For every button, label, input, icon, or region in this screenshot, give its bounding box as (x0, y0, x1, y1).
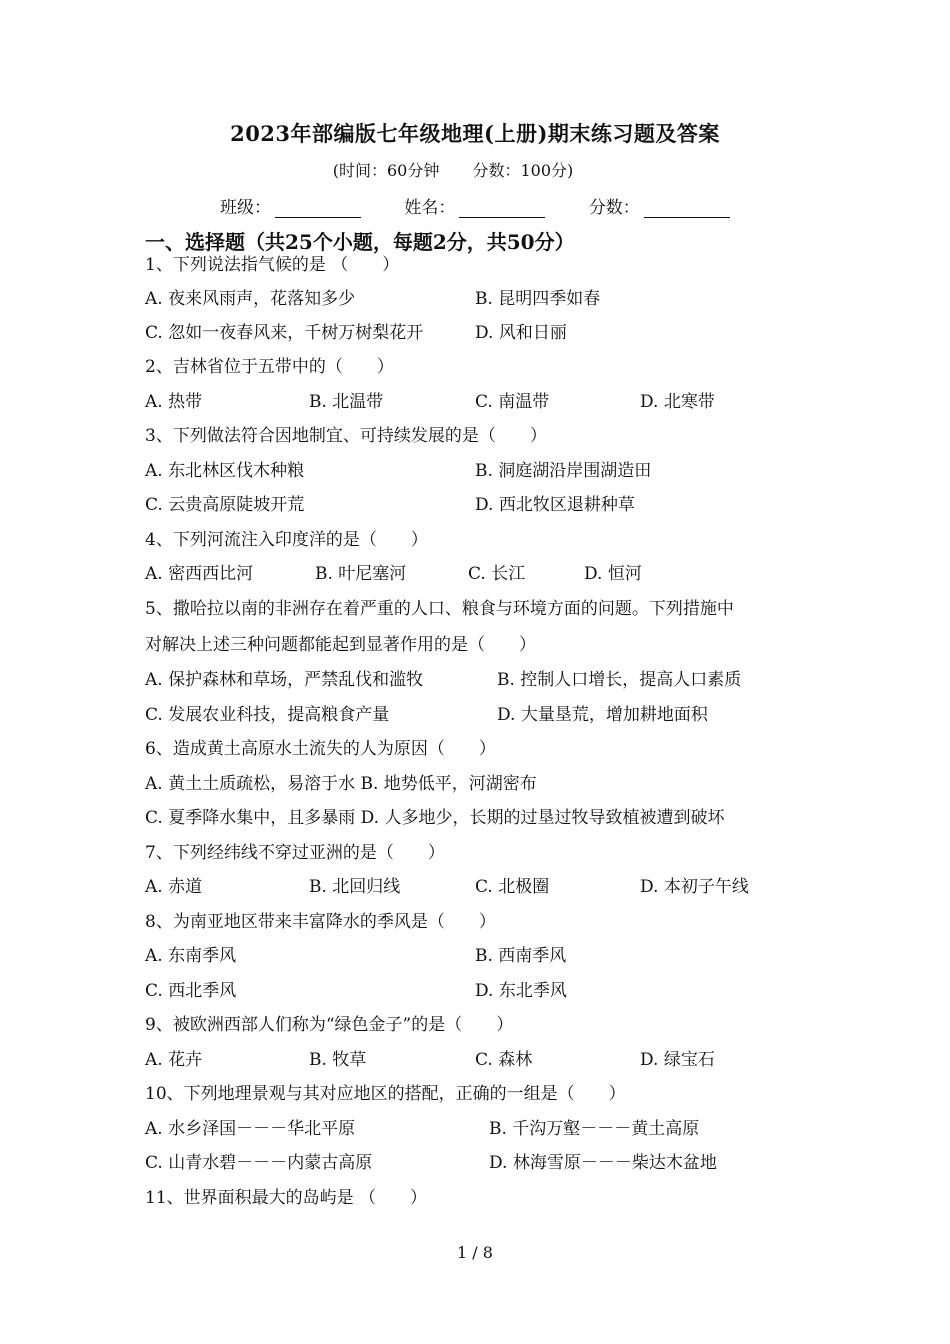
option-row (145, 322, 845, 344)
option: A. 赤道 (145, 877, 203, 897)
option: C. 南温带 (475, 392, 550, 412)
question-stem: 5、撒哈拉以南的非洲存在着严重的人口、粮食与环境方面的问题。下列措施中 (145, 599, 734, 619)
option: D. 林海雪原－－－柴达木盆地 (489, 1153, 717, 1173)
question-stem: 6、造成黄土高原水土流失的人为原因（ ） (145, 739, 496, 759)
option: D. 东北季风 (475, 981, 567, 1001)
option: D. 本初子午线 (640, 877, 749, 897)
exam-meta (0, 158, 906, 181)
option: C. 山青水碧－－－内蒙古高原 (145, 1153, 373, 1173)
option: A. 密西西比河 (145, 564, 254, 584)
name-label: 姓名： (404, 198, 456, 218)
option: D. 大量垦荒，增加耕地面积 (497, 705, 708, 725)
option: D. 风和日丽 (475, 323, 567, 343)
option-row (145, 288, 845, 310)
option-row (145, 494, 845, 516)
option-row: C. 夏季降水集中，且多暴雨 D. 人多地少，长期的过垦过牧导致植被遭到破坏 (145, 808, 725, 828)
option: D. 北寒带 (640, 392, 715, 412)
option: A. 水乡泽国－－－华北平原 (145, 1119, 356, 1139)
question-stem: 9、被欧洲西部人们称为“绿色金子”的是（ ） (145, 1015, 514, 1035)
option: C. 北极圈 (475, 877, 550, 897)
option: B. 北温带 (309, 392, 384, 412)
option-row (145, 1152, 845, 1174)
option: B. 昆明四季如春 (475, 289, 601, 309)
option: B. 牧草 (309, 1050, 367, 1070)
class-label: 班级： (220, 198, 271, 218)
question-stem-continued: 对解决上述三种问题都能起到显著作用的是（ ） (145, 635, 536, 655)
page-number: 1 / 8 (457, 1243, 493, 1262)
student-info (220, 193, 768, 218)
option: C. 森林 (475, 1050, 533, 1070)
option-row (145, 391, 845, 413)
score-label: 分数： (588, 198, 640, 218)
section-heading: 一、选择题（共25个小题，每题2分，共50分） (145, 230, 575, 254)
total-score: 分数：100分) (472, 161, 574, 180)
option-row (145, 980, 845, 1002)
option: B. 控制人口增长，提高人口素质 (497, 670, 742, 690)
option: A. 热带 (145, 392, 203, 412)
option: A. 花卉 (145, 1050, 203, 1070)
option: C. 发展农业科技，提高粮食产量 (145, 705, 390, 725)
score-blank (644, 199, 730, 218)
page-title: 2023年部编版七年级地理(上册)期末练习题及答案 (230, 121, 720, 146)
option: B. 洞庭湖沿岸围湖造田 (475, 461, 652, 481)
option-row: A. 黄土土质疏松，易溶于水 B. 地势低平，河湖密布 (145, 774, 537, 794)
option: C. 长江 (468, 564, 526, 584)
option-row (145, 945, 845, 967)
option-row (145, 669, 845, 691)
option: A. 夜来风雨声，花落知多少 (145, 289, 356, 309)
option: A. 东北林区伐木种粮 (145, 461, 305, 481)
class-blank (275, 199, 361, 218)
option: D. 绿宝石 (640, 1050, 715, 1070)
option-row (145, 1049, 845, 1071)
option: C. 西北季风 (145, 981, 237, 1001)
option: B. 西南季风 (475, 946, 567, 966)
option: B. 北回归线 (309, 877, 401, 897)
option: C. 忽如一夜春风来，千树万树梨花开 (145, 323, 424, 343)
option: A. 保护森林和草场，严禁乱伐和滥牧 (145, 670, 424, 690)
option: A. 东南季风 (145, 946, 237, 966)
option-row (145, 460, 845, 482)
question-stem: 1、下列说法指气候的是 （ ） (145, 255, 400, 275)
question-stem: 8、为南亚地区带来丰富降水的季风是（ ） (145, 912, 496, 932)
question-stem: 10、下列地理景观与其对应地区的搭配，正确的一组是（ ） (145, 1084, 626, 1104)
option: D. 西北牧区退耕种草 (475, 495, 635, 515)
question-stem: 3、下列做法符合因地制宜、可持续发展的是（ ） (145, 426, 547, 446)
question-stem: 7、下列经纬线不穿过亚洲的是（ ） (145, 843, 445, 863)
option: C. 云贵高原陡坡开荒 (145, 495, 305, 515)
question-stem: 4、下列河流注入印度洋的是（ ） (145, 530, 428, 550)
name-blank (459, 199, 545, 218)
question-stem: 2、吉林省位于五带中的（ ） (145, 357, 394, 377)
option-row (145, 704, 845, 726)
option-row (145, 876, 845, 898)
time-limit: (时间：60分钟 (332, 161, 440, 180)
option: D. 恒河 (584, 564, 642, 584)
option: B. 叶尼塞河 (315, 564, 407, 584)
option-row (145, 563, 845, 585)
option-row (145, 1118, 845, 1140)
option: B. 千沟万壑－－－黄土高原 (489, 1119, 700, 1139)
question-stem: 11、世界面积最大的岛屿是 （ ） (145, 1188, 428, 1208)
